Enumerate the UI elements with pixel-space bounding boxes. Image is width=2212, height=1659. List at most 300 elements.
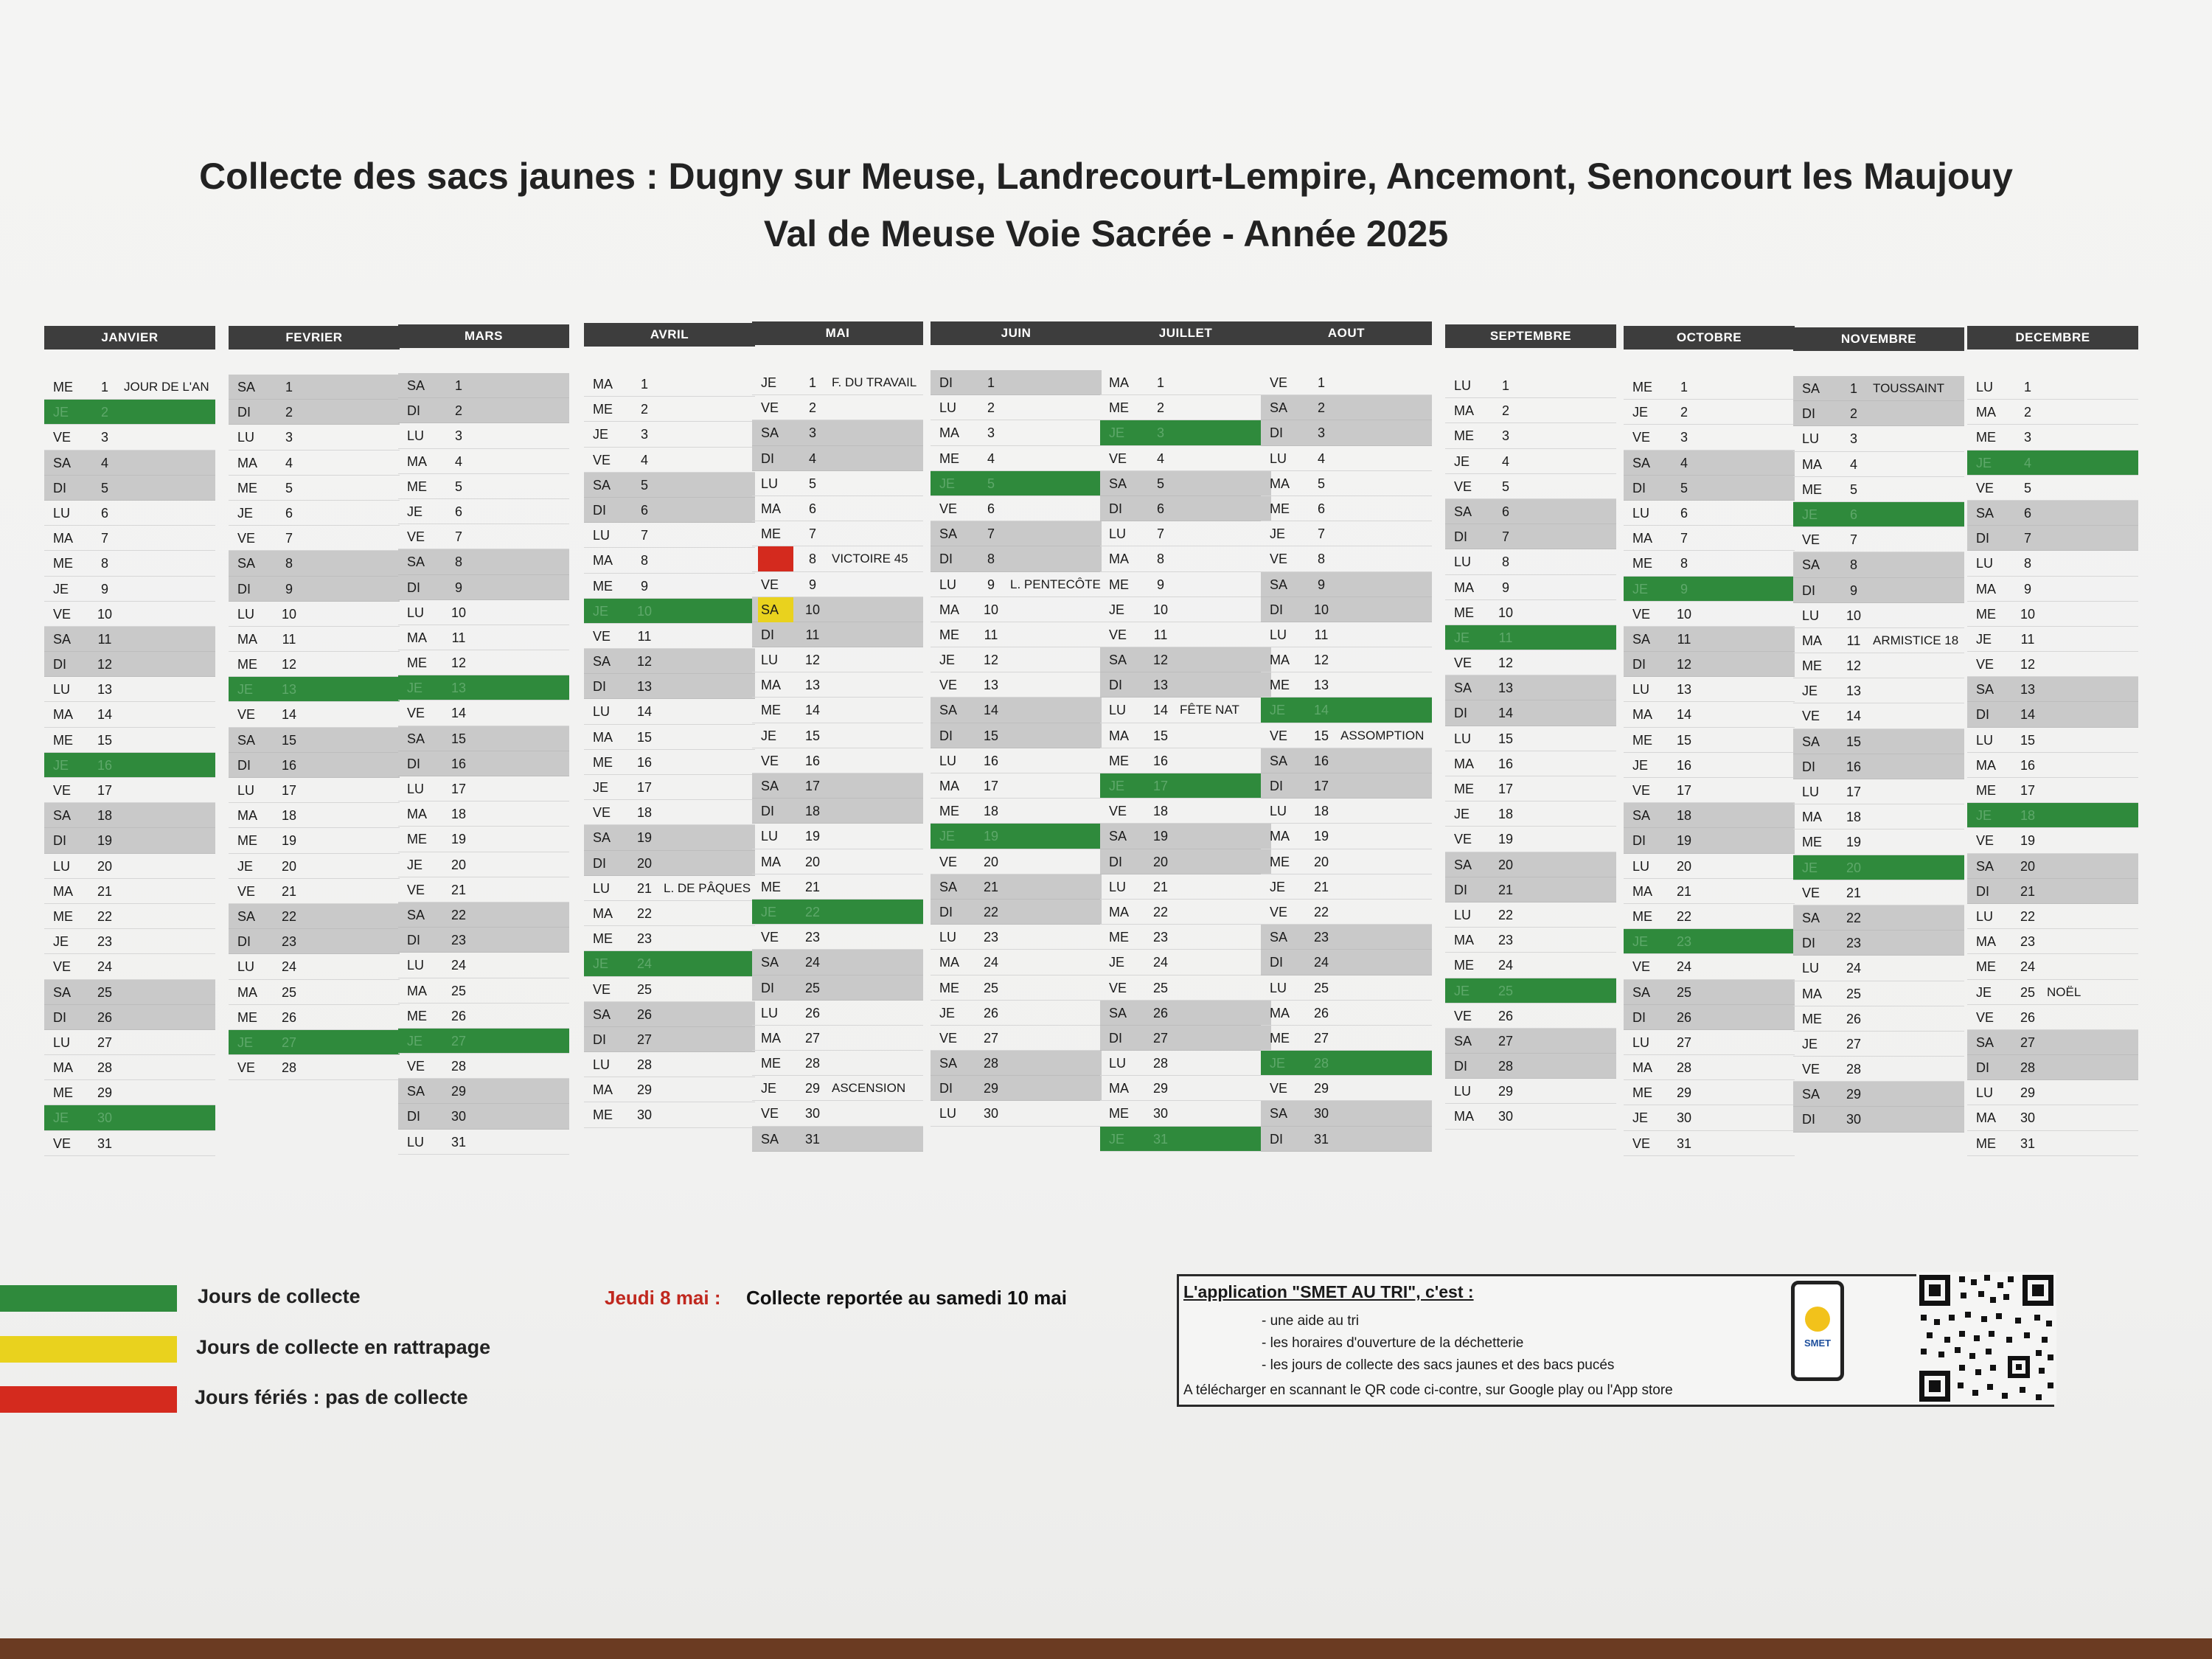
- day-row: [1624, 1131, 1795, 1156]
- weekday-label: JE: [1802, 507, 1818, 522]
- day-row: [398, 449, 569, 474]
- day-number: 26: [1498, 1008, 1514, 1023]
- day-number: 29: [1498, 1084, 1514, 1099]
- day-number: 28: [1498, 1059, 1514, 1074]
- day-row: [584, 674, 755, 699]
- day-row: [1624, 652, 1795, 677]
- day-row: [44, 400, 215, 425]
- day-number: 18: [1152, 804, 1169, 819]
- day-row: [752, 647, 923, 672]
- weekday-label: ME: [593, 402, 613, 417]
- day-number: 27: [281, 1034, 297, 1050]
- day-number: 31: [451, 1134, 467, 1150]
- weekday-label: MA: [407, 807, 427, 822]
- legend-holiday-swatch: [0, 1386, 177, 1413]
- weekday-label: MA: [407, 453, 427, 469]
- weekday-label: ME: [237, 480, 257, 495]
- day-row: [1100, 874, 1271, 900]
- day-number: 17: [1152, 779, 1169, 793]
- holiday-note: L. DE PÂQUES: [664, 880, 751, 895]
- weekday-label: ME: [1109, 930, 1129, 945]
- day-number: 26: [636, 1006, 653, 1022]
- day-row: [752, 773, 923, 799]
- weekday-label: MA: [1976, 581, 1996, 597]
- weekday-label: VE: [407, 706, 425, 721]
- day-row: [1967, 602, 2138, 627]
- day-number: 20: [1498, 857, 1514, 872]
- weekday-label: ME: [1976, 959, 1996, 975]
- day-row: [584, 599, 755, 624]
- day-row: [1445, 877, 1616, 902]
- day-number: 21: [451, 882, 467, 897]
- day-row: [398, 726, 569, 751]
- weekday-label: JE: [939, 476, 956, 491]
- day-row: [1445, 827, 1616, 852]
- day-number: 20: [1846, 860, 1862, 875]
- day-row: [1261, 824, 1432, 849]
- day-number: 25: [636, 981, 653, 997]
- day-row: [44, 1005, 215, 1030]
- weekday-label: VE: [1270, 552, 1288, 567]
- day-number: 11: [1677, 631, 1691, 647]
- day-row: [1445, 726, 1616, 751]
- weekday-label: DI: [1109, 501, 1122, 516]
- weekday-label: DI: [1109, 1030, 1122, 1046]
- day-number: 29: [804, 1081, 821, 1096]
- month-column: [1100, 321, 1271, 1152]
- day-row: [931, 496, 1102, 521]
- holiday-note: F. DU TRAVAIL: [832, 375, 917, 389]
- day-number: 1: [1317, 375, 1325, 390]
- day-row: [1445, 474, 1616, 499]
- day-number: 5: [100, 480, 108, 495]
- day-list: [1100, 370, 1271, 1152]
- day-row: [584, 699, 755, 724]
- weekday-label: DI: [407, 1109, 420, 1124]
- weekday-label: VE: [1802, 885, 1820, 900]
- weekday-label: SA: [1454, 857, 1472, 872]
- day-number: 24: [2020, 959, 2036, 975]
- day-number: 8: [1501, 554, 1509, 570]
- day-row: [229, 879, 400, 904]
- weekday-label: ME: [1802, 658, 1822, 674]
- day-row: [229, 652, 400, 677]
- weekday-label: DI: [1454, 706, 1467, 721]
- weekday-label: LU: [237, 959, 255, 975]
- day-number: 7: [987, 526, 995, 542]
- weekday-label: MA: [761, 501, 781, 516]
- weekday-label: LU: [53, 682, 71, 698]
- month-header: JANVIER: [44, 326, 215, 349]
- day-number: 16: [281, 757, 297, 773]
- day-number: 13: [1676, 682, 1692, 698]
- day-row: [44, 1105, 215, 1130]
- day-row: [1261, 950, 1432, 975]
- day-number: 25: [451, 983, 467, 998]
- weekday-label: DI: [1632, 833, 1646, 849]
- day-number: 4: [987, 451, 995, 466]
- day-number: 15: [451, 731, 467, 746]
- day-row: [1445, 902, 1616, 928]
- day-number: 9: [1680, 581, 1688, 597]
- day-number: 17: [451, 782, 467, 796]
- weekday-label: VE: [1632, 1135, 1651, 1151]
- weekday-label: MA: [1109, 1081, 1129, 1096]
- day-number: 14: [1498, 706, 1514, 721]
- day-number: 18: [804, 804, 821, 819]
- day-row: [1261, 975, 1432, 1001]
- day-row: [1261, 1127, 1432, 1152]
- day-row: [44, 551, 215, 576]
- day-number: 15: [97, 732, 113, 748]
- weekday-label: DI: [1270, 779, 1283, 793]
- weekday-label: MA: [1976, 1110, 1996, 1126]
- day-number: 5: [1156, 476, 1164, 491]
- day-number: 28: [1152, 1056, 1169, 1071]
- weekday-label: JE: [237, 1034, 254, 1050]
- day-row: [1967, 451, 2138, 476]
- day-row: [1100, 1051, 1271, 1076]
- weekday-label: LU: [939, 400, 957, 416]
- day-number: 18: [451, 807, 467, 822]
- day-number: 2: [454, 403, 462, 419]
- day-number: 19: [1676, 833, 1692, 849]
- weekday-label: VE: [1802, 1062, 1820, 1077]
- day-row: [1793, 527, 1964, 552]
- day-number: 23: [281, 934, 297, 950]
- month-column: [1261, 321, 1432, 1152]
- weekday-label: DI: [1976, 1060, 1989, 1076]
- day-row: [229, 451, 400, 476]
- weekday-label: ME: [1632, 1085, 1652, 1101]
- day-row: [931, 698, 1102, 723]
- weekday-label: JE: [407, 504, 423, 519]
- day-row: [1261, 395, 1432, 420]
- day-row: [931, 672, 1102, 698]
- weekday-label: MA: [1632, 707, 1652, 723]
- day-number: 19: [1152, 829, 1169, 844]
- day-number: 3: [100, 430, 108, 445]
- weekday-label: JE: [407, 1033, 423, 1048]
- day-row: [752, 496, 923, 521]
- day-number: 28: [804, 1056, 821, 1071]
- day-row: [752, 672, 923, 698]
- weekday-label: MA: [1454, 1109, 1474, 1124]
- day-row: [1261, 521, 1432, 546]
- weekday-label: SA: [1802, 381, 1820, 396]
- day-number: 8: [1680, 556, 1688, 571]
- day-row: [584, 1077, 755, 1102]
- holiday-note: ASCENSION: [832, 1081, 906, 1096]
- weekday-label: LU: [1976, 732, 1994, 748]
- day-row: [44, 501, 215, 526]
- day-row: [752, 723, 923, 748]
- weekday-label: SA: [761, 1131, 779, 1147]
- day-row: [229, 854, 400, 879]
- day-row: [229, 375, 400, 400]
- weekday-label: LU: [1802, 431, 1820, 447]
- day-number: 26: [97, 1009, 113, 1025]
- day-row: [584, 372, 755, 397]
- day-row: [398, 1104, 569, 1129]
- day-row: [44, 753, 215, 778]
- day-row: [44, 451, 215, 476]
- day-row: [1793, 754, 1964, 779]
- day-row: [1793, 855, 1964, 880]
- day-number: 13: [983, 678, 999, 693]
- app-info-box: [1177, 1274, 2054, 1407]
- weekday-label: LU: [1270, 627, 1287, 642]
- day-row: [44, 1030, 215, 1055]
- day-number: 31: [1313, 1131, 1329, 1147]
- day-number: 2: [2023, 405, 2031, 420]
- day-number: 3: [1680, 430, 1688, 445]
- legend-catchup-swatch: [0, 1336, 177, 1363]
- weekday-label: SA: [593, 830, 611, 846]
- weekday-label: ME: [1109, 577, 1129, 592]
- day-row: [1793, 628, 1964, 653]
- day-row: [1967, 854, 2138, 879]
- day-row: [229, 577, 400, 602]
- day-row: [1100, 370, 1271, 395]
- weekday-label: JE: [1109, 425, 1125, 441]
- day-row: [1100, 925, 1271, 950]
- day-number: 5: [454, 479, 462, 494]
- weekday-label: ME: [761, 526, 781, 542]
- weekday-label: LU: [593, 880, 611, 896]
- weekday-label: SA: [407, 731, 425, 746]
- weekday-label: JE: [1632, 1110, 1649, 1126]
- weekday-label: ME: [761, 703, 781, 718]
- day-row: [1793, 779, 1964, 804]
- day-row: [1967, 702, 2138, 727]
- legend-collection-label: Jours de collecte: [198, 1285, 361, 1307]
- day-row: [752, 799, 923, 824]
- day-number: 19: [97, 833, 113, 849]
- weekday-label: JE: [1454, 983, 1470, 998]
- day-number: 26: [804, 1005, 821, 1020]
- day-row: [1445, 625, 1616, 650]
- day-number: 21: [1676, 883, 1692, 899]
- weekday-label: DI: [1109, 854, 1122, 869]
- app-title: L'application "SMET AU TRI", c'est :: [1183, 1282, 1474, 1301]
- weekday-label: VE: [939, 678, 958, 693]
- day-row: [752, 1076, 923, 1101]
- day-number: 1: [454, 378, 462, 393]
- day-number: 20: [983, 854, 999, 869]
- day-row: [752, 874, 923, 900]
- day-row: [398, 776, 569, 801]
- day-number: 1: [100, 380, 108, 394]
- day-row: [1624, 904, 1795, 929]
- weekday-label: MA: [237, 808, 257, 824]
- weekday-label: VE: [1454, 832, 1472, 847]
- day-number: 26: [451, 1008, 467, 1023]
- day-number: 13: [1152, 678, 1169, 693]
- day-number: 8: [285, 556, 293, 571]
- month-header: MARS: [398, 324, 569, 348]
- weekday-label: DI: [761, 980, 774, 995]
- day-number: 24: [281, 959, 297, 975]
- month-header: MAI: [752, 321, 923, 345]
- day-number: 14: [1152, 703, 1169, 718]
- day-row: [584, 1052, 755, 1077]
- day-number: 21: [1152, 879, 1169, 894]
- weekday-label: MA: [939, 779, 959, 793]
- day-number: 14: [281, 707, 297, 723]
- day-list: [752, 370, 923, 1152]
- day-row: [931, 546, 1102, 571]
- day-row: [931, 874, 1102, 900]
- day-number: 15: [1313, 728, 1329, 743]
- day-number: 13: [1846, 684, 1862, 699]
- weekday-label: DI: [761, 627, 774, 642]
- month-column: [229, 326, 400, 1080]
- weekday-label: MA: [761, 1030, 781, 1046]
- day-number: 28: [451, 1059, 467, 1074]
- weekday-label: JE: [1270, 703, 1286, 718]
- day-row: [1100, 1001, 1271, 1026]
- weekday-label: SA: [1270, 400, 1288, 416]
- day-row: [1261, 1051, 1432, 1076]
- day-row: [229, 425, 400, 450]
- day-number: 11: [1314, 627, 1329, 642]
- day-row: [931, 1001, 1102, 1026]
- weekday-label: MA: [1976, 934, 1996, 950]
- day-row: [398, 877, 569, 902]
- day-number: 6: [1156, 501, 1164, 516]
- day-number: 5: [1849, 481, 1857, 497]
- weekday-label: ME: [1270, 501, 1290, 516]
- weekday-label: ME: [53, 908, 73, 924]
- day-row: [1624, 980, 1795, 1005]
- day-number: 8: [808, 552, 816, 567]
- weekday-label: JE: [1109, 955, 1125, 970]
- day-row: [1793, 956, 1964, 981]
- month-column: [752, 321, 923, 1152]
- weekday-label: JE: [761, 728, 777, 743]
- weekday-label: SA: [53, 984, 72, 1000]
- weekday-label: JE: [1270, 1056, 1286, 1071]
- day-row: [1100, 849, 1271, 874]
- month-column: [398, 324, 569, 1155]
- day-number: 3: [285, 430, 293, 445]
- day-number: 7: [1156, 526, 1164, 542]
- day-number: 14: [451, 706, 467, 721]
- day-row: [1261, 773, 1432, 799]
- weekday-label: ME: [761, 879, 781, 894]
- weekday-label: VE: [53, 959, 72, 975]
- day-row: [1261, 546, 1432, 571]
- weekday-label: ME: [53, 1085, 73, 1101]
- day-number: 28: [1846, 1062, 1862, 1077]
- day-number: 2: [285, 405, 293, 420]
- month-column: [1967, 326, 2138, 1156]
- weekday-label: DI: [593, 502, 606, 518]
- weekday-label: DI: [53, 1009, 66, 1025]
- day-row: [1100, 799, 1271, 824]
- weekday-label: LU: [1632, 858, 1650, 874]
- weekday-label: MA: [1270, 829, 1290, 844]
- day-number: 10: [804, 602, 821, 617]
- day-number: 27: [983, 1030, 999, 1046]
- day-number: 27: [636, 1032, 653, 1047]
- weekday-label: DI: [1109, 678, 1122, 693]
- day-row: [1793, 376, 1964, 401]
- weekday-label: DI: [53, 480, 66, 495]
- day-row: [1793, 578, 1964, 603]
- weekday-label: ME: [593, 931, 613, 947]
- day-list: [1445, 373, 1616, 1130]
- day-number: 19: [983, 829, 999, 844]
- day-row: [398, 675, 569, 700]
- day-row: [752, 420, 923, 445]
- day-row: [1100, 597, 1271, 622]
- day-row: [1967, 627, 2138, 652]
- weekday-label: LU: [407, 958, 425, 973]
- weekday-label: VE: [1976, 480, 1994, 495]
- day-row: [1445, 499, 1616, 524]
- day-number: 12: [1152, 653, 1169, 668]
- day-row: [1445, 978, 1616, 1004]
- day-number: 25: [1313, 980, 1329, 995]
- weekday-label: JE: [1454, 807, 1470, 822]
- day-row: [752, 698, 923, 723]
- day-number: 21: [97, 883, 113, 899]
- weekday-label: MA: [1109, 375, 1129, 390]
- month-column: [584, 323, 755, 1128]
- day-number: 27: [1676, 1034, 1692, 1050]
- weekday-label: ME: [1109, 400, 1129, 416]
- day-row: [752, 1101, 923, 1126]
- day-row: [1624, 753, 1795, 778]
- day-number: 27: [804, 1030, 821, 1046]
- day-row: [398, 499, 569, 524]
- weekday-label: MA: [237, 984, 257, 1000]
- day-row: [44, 677, 215, 702]
- day-row: [752, 521, 923, 546]
- day-row: [229, 753, 400, 778]
- weekday-label: SA: [1454, 504, 1472, 519]
- weekday-label: ME: [237, 1009, 257, 1025]
- day-number: 3: [454, 428, 462, 444]
- day-number: 11: [1498, 630, 1513, 645]
- day-number: 13: [2020, 682, 2036, 698]
- day-number: 12: [1313, 653, 1329, 668]
- weekday-label: LU: [1802, 608, 1820, 623]
- day-number: 19: [1313, 829, 1329, 844]
- weekday-label: JE: [1632, 934, 1649, 950]
- weekday-label: DI: [1270, 425, 1283, 441]
- day-number: 14: [2020, 707, 2036, 723]
- day-row: [1793, 1032, 1964, 1057]
- app-item: - les horaires d'ouverture de la déchetterie: [1262, 1335, 1524, 1351]
- weekday-label: MA: [1109, 904, 1129, 919]
- day-number: 25: [2020, 984, 2036, 1000]
- day-row: [1967, 1055, 2138, 1080]
- weekday-label: SA: [53, 455, 72, 470]
- weekday-label: VE: [593, 628, 611, 644]
- day-row: [1967, 551, 2138, 576]
- day-row: [752, 849, 923, 874]
- day-row: [931, 370, 1102, 395]
- weekday-label: VE: [53, 783, 72, 798]
- day-number: 12: [636, 654, 653, 669]
- weekday-label: VE: [407, 882, 425, 897]
- day-number: 10: [2020, 606, 2036, 622]
- day-row: [931, 723, 1102, 748]
- day-row: [584, 1027, 755, 1052]
